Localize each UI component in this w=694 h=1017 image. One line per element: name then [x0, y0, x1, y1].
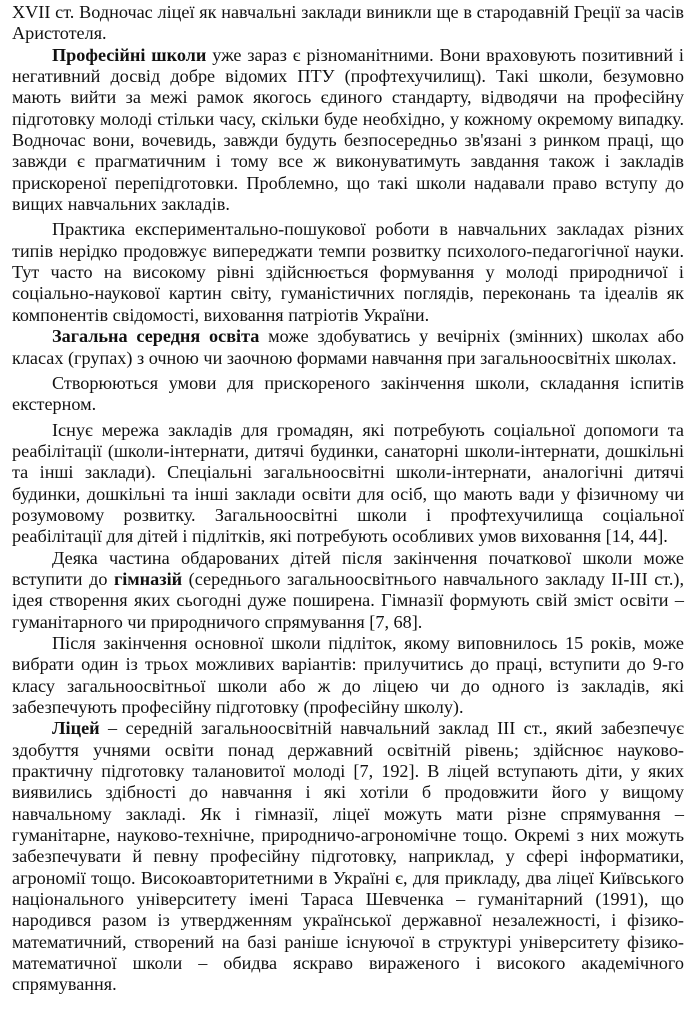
- paragraph-gymnasiums: [12, 548, 684, 633]
- paragraph-general-secondary: [12, 326, 684, 369]
- term-professional-schools: Професійні школи: [52, 44, 207, 65]
- paragraph-text: XVII ст. Водночас ліцеї як навчальні заклади виникли ще в стародавній Греції за часів Аристотеля.: [12, 2, 684, 44]
- paragraph-social-institutions: [12, 420, 684, 548]
- term-general-secondary: Загальна середня освіта: [52, 326, 260, 347]
- paragraph-experimental-practice: [12, 219, 684, 326]
- paragraph-basic-school-completion: [12, 633, 684, 718]
- paragraph-professional-schools: [12, 45, 684, 216]
- paragraph-accelerated-completion: [12, 373, 684, 416]
- paragraph-text: Деяка частина обдарованих дітей після закінчення початкової школи може вступити до: [12, 547, 684, 589]
- paragraph-text: Створюються умови для прискореного закінчення школи, складання іспитів екстерном.: [12, 372, 684, 415]
- paragraph-text: Практика експериментально-пошукової роботи в навчальних закладах різних типів нерідко продовжує випереджати темпи розвитку психолого-педагогічної науки. Тут часто на високому рівні здійснюється формування у молоді природничої і соціально-наукової картин світу, гуманістичних поглядів, переконань та ідеалів як компонентів свідомості, виховання патріотів України.: [12, 219, 684, 325]
- paragraph-text: – середній загальноосвітній навчальний заклад ІІІ ст., який забезпечує здобуття учнями освіти понад державний освітній рівень; здійснює науково-практичну підготовку талановитої молоді [7, 192]. В ліцей вступають діти, у яких виявились здібності до навчання і які хотіли б продовжити його у вищому навчальному закладі. Як і гімназії, ліцеї можуть мати різне спрямування – гуманітарне, науково-технічне, природничо-агрономічне тощо. Окремі з них можуть забезпечувати й певну професійну підготовку, наприклад, у сфері інформатики, агрономії тощо. Високоавторитетними в Україні є, для прикладу, два ліцеї Київського національного університету імені Тараса Шевченка – гуманітарний (1991), що народився разом із утвердженням української державної незалежності, і фізико-математичний, створений на базі раніше існуючої в структурі університету фізико-математичної школи – обидва яскраво вираженого і високого академічного спрямування.: [12, 718, 684, 995]
- paragraph-text: може здобуватись у вечірніх (змінних) школах або класах (групах) з очною чи заочною формами навчання при загальноосвітніх школах.: [12, 326, 684, 368]
- term-gymnasiums: гімназій: [113, 568, 183, 589]
- paragraph-text: уже зараз є різноманітними. Вони враховують позитивний і негативний досвід добре відомих ПТУ (профтехучилищ). Такі школи, безумовно мають вийти за межі рамок якогось єдиного стандарту, відводячи на професійну підготовку молоді стільки часу, скільки буде необхідно, у кожному окремому випадку. Водночас вони, вочевидь, завжди будуть безпосередньо зв'язані з ринком праці, що завжди є прагматичним і тому все ж виконуватимуть завдання також і закладів прискореної перепідготовки. Проблемно, що такі школи надавали право вступу до вищих навчальних закладів.: [12, 44, 684, 215]
- paragraph-intro: [12, 2, 684, 45]
- paragraph-text: (середнього загальноосвітнього навчального закладу ІІ-ІІІ ст.), ідея створення яких сьогодні дуже поширена. Гімназії формують свій зміст освіти – гуманітарного чи природничого спрямування [7, 68].: [12, 568, 684, 632]
- term-lyceum: Ліцей: [52, 718, 100, 739]
- paragraph-lyceum: [12, 718, 684, 995]
- paragraph-text: Після закінчення основної школи підліток, якому виповнилось 15 років, може вибрати один із трьох можливих варіантів: прилучитись до праці, вступити до 9-го класу загальноосвітньої школи або ж до ліцею чи до одного із закладів, які забезпечують професійну підготовку (професійну школу).: [12, 632, 684, 717]
- paragraph-text: Існує мережа закладів для громадян, які потребують соціальної допомоги та реабілітації (школи-інтернати, дитячі будинки, санаторні школи-інтернати, дошкільні та інші заклади). Спеціальні загальноосвітні школи-інтернати, аналогічні дитячі будинки, дошкільні та інші заклади освіти для осіб, що мають вади у фізичному чи розумовому розвитку. Загальноосвітні школи і профтехучилища соціальної реабілітації для дітей і підлітків, які потребують особливих умов виховання [14, 44].: [12, 419, 684, 547]
